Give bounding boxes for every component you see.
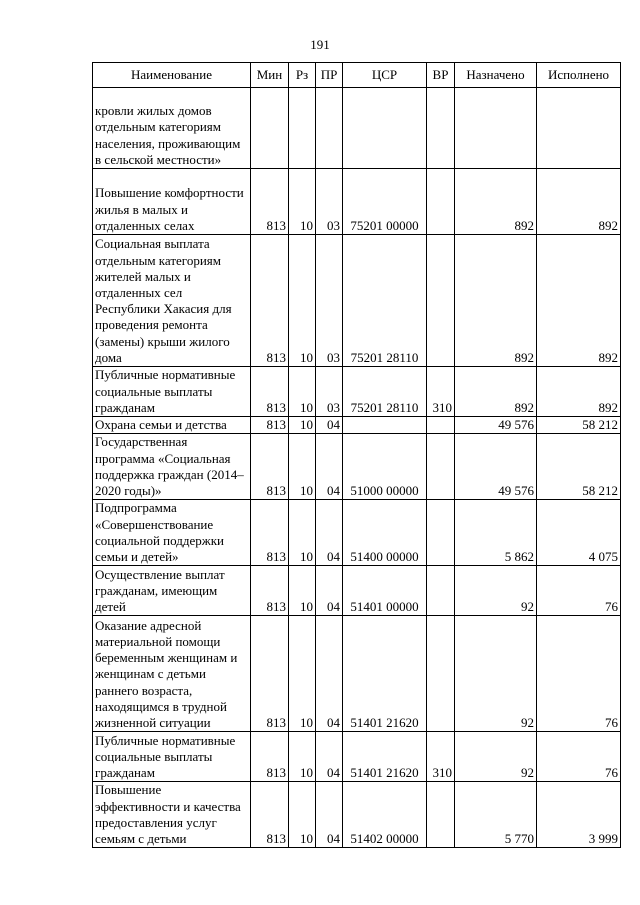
cell-pr: 03 [316,367,343,417]
cell-rz: 10 [289,235,316,367]
cell-assigned: 92 [455,732,537,782]
cell-rz: 10 [289,169,316,235]
table-header-row [93,63,621,88]
cell-name: Повышение комфортности жилья в малых и отдаленных селах [93,169,251,235]
cell-csr: 51401 21620 [343,616,427,732]
cell-name: Публичные нормативные социальные выплаты гражданам [93,732,251,782]
cell-csr: 75201 28110 [343,235,427,367]
table-row [93,169,621,235]
cell-name: кровли жилых домов отдельным категориям населения, проживающим в сельской местности» [93,88,251,169]
cell-assigned: 49 576 [455,417,537,434]
cell-executed: 892 [537,367,621,417]
cell-vr [427,88,455,169]
cell-csr: 51400 00000 [343,500,427,566]
cell-min: 813 [251,782,289,848]
cell-assigned: 5 862 [455,500,537,566]
cell-csr: 51000 00000 [343,434,427,500]
table-row [93,88,621,169]
cell-min: 813 [251,417,289,434]
cell-csr: 51401 21620 [343,732,427,782]
cell-rz: 10 [289,417,316,434]
cell-name: Осуществление выплат гражданам, имеющим детей [93,566,251,616]
cell-pr: 04 [316,434,343,500]
cell-vr: 310 [427,732,455,782]
cell-name: Повышение эффективности и качества предоставления услуг семьям с детьми [93,782,251,848]
cell-executed: 58 212 [537,434,621,500]
cell-executed: 892 [537,235,621,367]
cell-assigned: 92 [455,616,537,732]
cell-min: 813 [251,235,289,367]
cell-vr [427,500,455,566]
table-row [93,434,621,500]
cell-rz: 10 [289,566,316,616]
cell-executed: 76 [537,732,621,782]
table-row [93,566,621,616]
header-pr: ПР [316,63,343,88]
cell-pr: 04 [316,616,343,732]
table-row [93,616,621,732]
cell-assigned: 49 576 [455,434,537,500]
page-number: 191 [310,37,330,52]
cell-pr: 03 [316,235,343,367]
budget-table [92,62,621,848]
cell-pr: 04 [316,566,343,616]
cell-name: Подпрограмма «Совершенствование социальной поддержки семьи и детей» [93,500,251,566]
table-row [93,500,621,566]
cell-csr: 51401 00000 [343,566,427,616]
header-executed: Исполнено [537,63,621,88]
cell-name: Социальная выплата отдельным категориям жителей малых и отдаленных сел Республики Хакасия для проведения ремонта (замены) крыши жилого дома [93,235,251,367]
cell-pr: 04 [316,417,343,434]
header-min: Мин [251,63,289,88]
cell-vr [427,169,455,235]
cell-rz: 10 [289,782,316,848]
cell-rz: 10 [289,616,316,732]
cell-min: 813 [251,732,289,782]
cell-executed: 58 212 [537,417,621,434]
cell-min: 813 [251,169,289,235]
cell-min: 813 [251,566,289,616]
cell-min: 813 [251,500,289,566]
cell-vr [427,434,455,500]
cell-vr [427,782,455,848]
cell-name: Публичные нормативные социальные выплаты гражданам [93,367,251,417]
cell-executed: 892 [537,169,621,235]
header-assigned: Назначено [455,63,537,88]
cell-csr: 51402 00000 [343,782,427,848]
header-csr: ЦСР [343,63,427,88]
cell-executed: 3 999 [537,782,621,848]
cell-pr: 04 [316,500,343,566]
cell-executed: 76 [537,566,621,616]
cell-min: 813 [251,367,289,417]
table-row [93,417,621,434]
cell-rz: 10 [289,500,316,566]
cell-csr [343,417,427,434]
cell-csr [343,88,427,169]
cell-csr: 75201 00000 [343,169,427,235]
cell-min: 813 [251,434,289,500]
cell-vr: 310 [427,367,455,417]
cell-pr [316,88,343,169]
cell-pr: 04 [316,732,343,782]
cell-vr [427,566,455,616]
cell-rz: 10 [289,434,316,500]
cell-min: 813 [251,616,289,732]
cell-name: Государственная программа «Социальная поддержка граждан (2014–2020 годы)» [93,434,251,500]
cell-rz: 10 [289,732,316,782]
table-row [93,235,621,367]
cell-executed: 4 075 [537,500,621,566]
cell-vr [427,235,455,367]
cell-rz [289,88,316,169]
cell-min [251,88,289,169]
cell-pr: 04 [316,782,343,848]
cell-vr [427,616,455,732]
cell-name: Оказание адресной материальной помощи беременным женщинам и женщинам с детьми раннего возраста, находящимся в трудной жизненной ситуации [93,616,251,732]
cell-assigned: 92 [455,566,537,616]
cell-name: Охрана семьи и детства [93,417,251,434]
table-row [93,732,621,782]
header-rz: Рз [289,63,316,88]
cell-executed: 76 [537,616,621,732]
cell-rz: 10 [289,367,316,417]
table-row [93,782,621,848]
cell-pr: 03 [316,169,343,235]
cell-assigned: 5 770 [455,782,537,848]
cell-assigned [455,88,537,169]
cell-assigned: 892 [455,235,537,367]
cell-assigned: 892 [455,367,537,417]
header-vr: ВР [427,63,455,88]
cell-executed [537,88,621,169]
cell-csr: 75201 28110 [343,367,427,417]
header-name: Наименование [93,63,251,88]
table-row [93,367,621,417]
cell-assigned: 892 [455,169,537,235]
cell-vr [427,417,455,434]
